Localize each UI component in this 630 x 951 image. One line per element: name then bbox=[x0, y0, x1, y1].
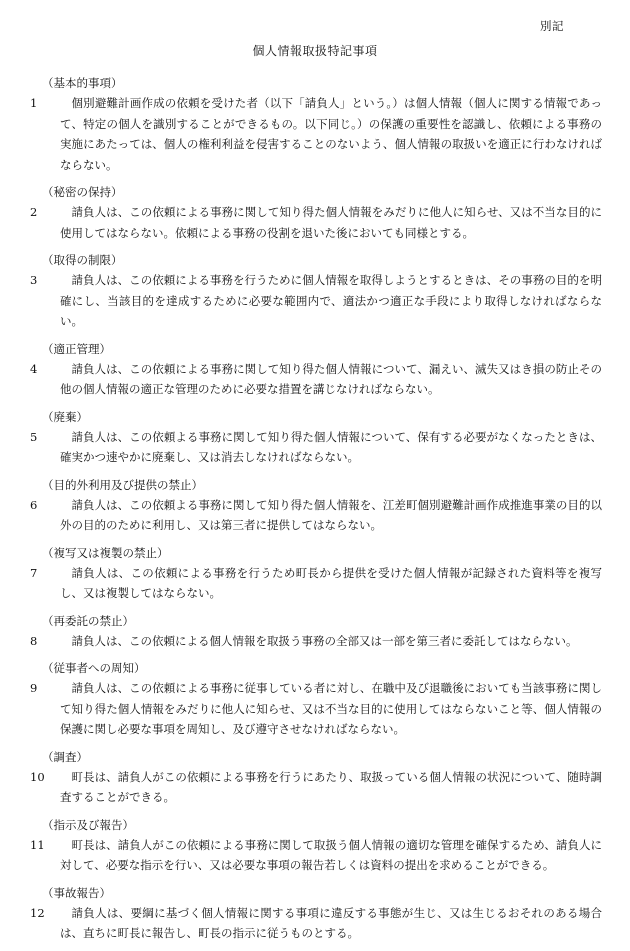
clause-heading: （基本的事項） bbox=[42, 76, 123, 90]
clause-heading: （事故報告） bbox=[42, 885, 111, 900]
clause-number: 6 bbox=[30, 497, 38, 512]
clause-heading: （従事者への周知） bbox=[42, 661, 146, 675]
clause-list bbox=[30, 73, 602, 951]
clause-heading: （廃棄） bbox=[42, 409, 88, 424]
clause bbox=[30, 407, 602, 468]
clause bbox=[30, 611, 602, 652]
clause-number: 4 bbox=[30, 361, 38, 376]
clause-number: 9 bbox=[30, 681, 38, 695]
clause-heading: （調査） bbox=[42, 749, 88, 764]
clause-number: 7 bbox=[30, 565, 38, 580]
clause-text: 請負人は、この依頼による事務に関して知り得た個人情報について、漏えい、滅失又はき損の防止その他の個人情報の適正な管理のために必要な措置を講じなければならない。 bbox=[60, 361, 602, 396]
clause-heading: （指示及び報告） bbox=[42, 817, 134, 832]
clause-heading: （適正管理） bbox=[42, 341, 111, 356]
clause-number: 10 bbox=[30, 769, 45, 784]
clause-number: 12 bbox=[30, 905, 45, 920]
clause-heading: （目的外利用及び提供の禁止） bbox=[42, 477, 203, 492]
clause bbox=[30, 182, 602, 243]
clause-heading: （取得の制限） bbox=[42, 253, 123, 267]
clause-number: 5 bbox=[30, 429, 38, 444]
clause-text: 請負人は、この依頼による事務を行うために個人情報を取得しようとするときは、その事務の目的を明確にし、当該目的を達成するために必要な範囲内で、適法かつ適正な手段により取得しなければならない。 bbox=[60, 273, 602, 328]
clause-text: 請負人は、この依頼による事務を行うため町長から提供を受けた個人情報が記録された資料等を複写し、又は複製してはならない。 bbox=[60, 565, 602, 600]
clause-text: 請負人は、要綱に基づく個人情報に関する事項に違反する事態が生じ、又は生じるおそれのある場合は、直ちに町長に報告し、町長の指示に従うものとする。 bbox=[60, 905, 602, 940]
annex-label: 別記 bbox=[540, 19, 564, 33]
clause-text: 請負人は、この依頼による事務に関して知り得た個人情報をみだりに他人に知らせ、又は不当な目的に使用してはならない。依頼による事務の役割を退いた後においても同様とする。 bbox=[60, 205, 602, 240]
clause bbox=[30, 250, 602, 332]
clause-text: 町長は、請負人がこの依頼による事務に関して取扱う個人情報の適切な管理を確保するため、請負人に対して、必要な指示を行い、又は必要な事項の報告若しくは資料の提出を求めることができる。 bbox=[60, 837, 602, 872]
clause-number: 2 bbox=[30, 205, 38, 219]
clause-heading: （再委託の禁止） bbox=[42, 613, 134, 628]
clause bbox=[30, 543, 602, 604]
clause bbox=[30, 658, 602, 740]
clause-text: 町長は、請負人がこの依頼による事務を行うにあたり、取扱っている個人情報の状況について、随時調査することができる。 bbox=[60, 769, 602, 804]
clause-heading: （複写又は複製の禁止） bbox=[42, 545, 169, 560]
clause-number: 3 bbox=[30, 273, 38, 287]
document-title: 個人情報取扱特記事項 bbox=[252, 44, 378, 58]
clause bbox=[30, 475, 602, 536]
clause-number: 1 bbox=[30, 96, 38, 110]
clause bbox=[30, 747, 602, 808]
clause bbox=[30, 73, 602, 175]
clause bbox=[30, 883, 602, 944]
clause-text: 請負人は、この依頼よる事務に関して知り得た個人情報について、保有する必要がなくなったときは、確実かつ速やかに廃棄し、又は消去しなければならない。 bbox=[60, 429, 602, 464]
clause bbox=[30, 339, 602, 400]
clause-number: 11 bbox=[30, 837, 45, 852]
clause-text: 請負人は、この依頼による個人情報を取扱う事務の全部又は一部を第三者に委託してはならない。 bbox=[71, 633, 578, 648]
clause bbox=[30, 815, 602, 876]
clause-text: 個別避難計画作成の依頼を受けた者（以下「請負人」という。）は個人情報（個人に関する情報であって、特定の個人を識別することができるもの。以下同じ。）の保護の重要性を認識し、依頼による事務の実施にあたっては、個人の権利利益を侵害することのないよう、個人情報の取扱いを適正に行わなければならない。 bbox=[60, 96, 602, 172]
clause-number: 8 bbox=[30, 633, 38, 648]
clause-heading: （秘密の保持） bbox=[42, 185, 123, 199]
clause-text: 請負人は、この依頼による事務に従事している者に対し、在職中及び退職後においても当該事務に関して知り得た個人情報をみだりに他人に知らせ、又は不当な目的に使用してはならないこと等、個人情報の保護に関し必要な事項を周知し、及び遵守させなければならない。 bbox=[60, 681, 602, 736]
clause-text: 請負人は、この依頼よる事務に関して知り得た個人情報を、江差町個別避難計画作成推進事業の目的以外の目的のために利用し、又は第三者に提供してはならない。 bbox=[60, 497, 602, 532]
